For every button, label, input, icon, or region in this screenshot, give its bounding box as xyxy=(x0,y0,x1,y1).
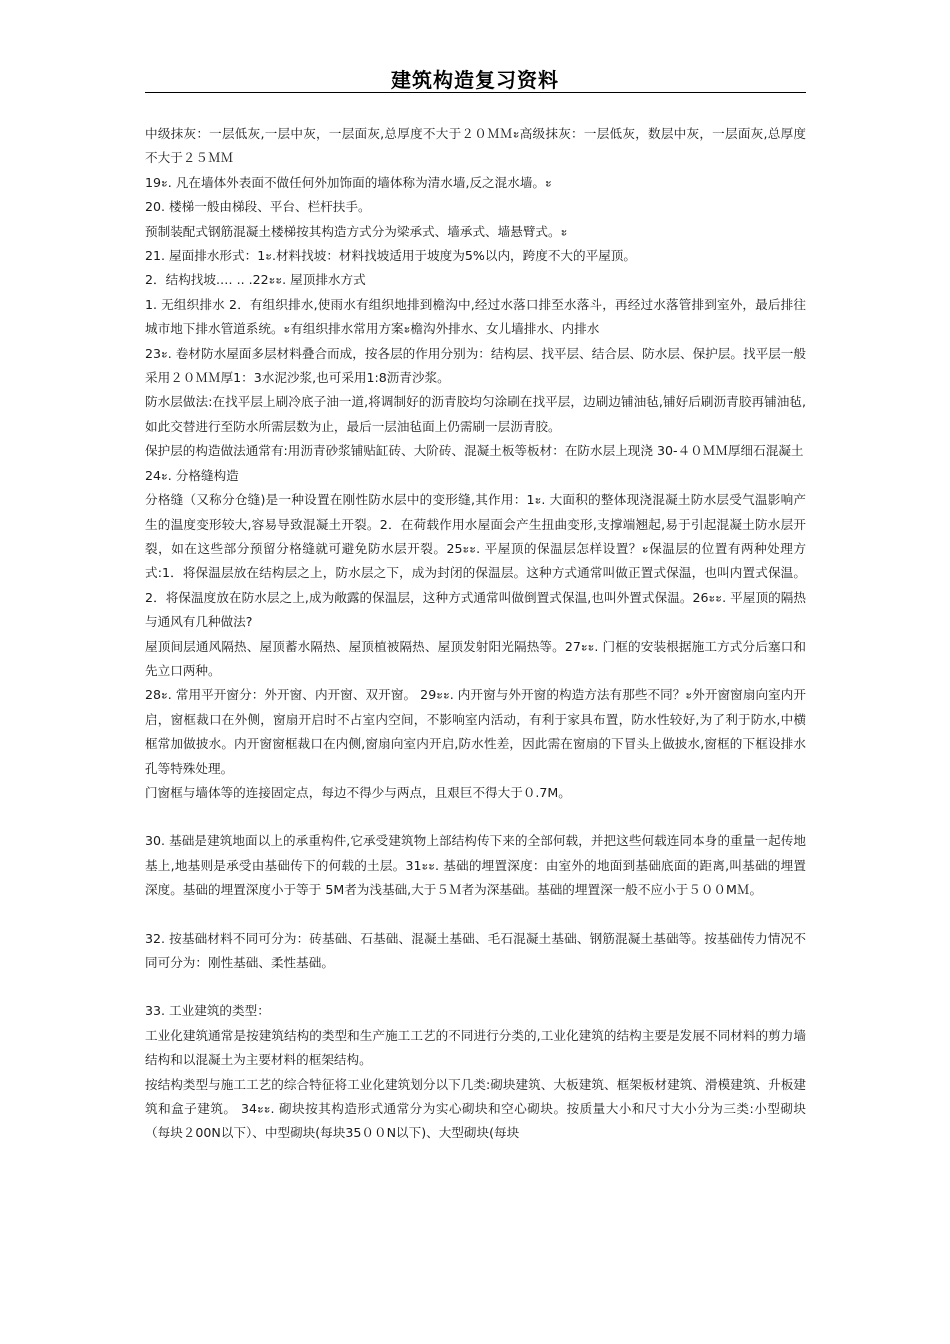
paragraph-21: 21. 屋面排水形式：1ะ.材料找坡：材料找坡适用于坡度为5%以内，跨度不大的平屋顶。 xyxy=(145,248,636,264)
blank-line xyxy=(145,975,806,999)
paragraph-industrial-building: 工业化建筑通常是按建筑结构的类型和生产施工工艺的不同进行分类的,工业化建筑的结构主要是发展不同材料的剪力墙结构和以混凝土为主要材料的框架结构。 xyxy=(145,1027,806,1068)
paragraph-28-29: 28ะ. 常用平开窗分：外开窗、内开窗、双开窗。 29ะะ. 内开窗与外开窗的构造方法有那些不同？ะ外开窗窗扇向室内开启，窗框裁口在外侧，窗扇开启时不占室内空间，不影响室内活动，有利于家具布置，防水性较好,为了利于防水,中横框常加做披水。内开窗窗框裁口在内侧,窗扇向室内开启,防水性差，因此需在窗扇的下冒头上做披水,窗框的下框设排水孔等特殊处理。 xyxy=(145,687,806,776)
paragraph-expansion-joint: 分格缝（又称分仓缝)是一种设置在刚性防水层中的变形缝,其作用：1ะ. 大面积的整体现浇混凝土防水层受气温影响产生的温度变形较大,容易导致混凝土开裂。2．在荷载作用水屋面会产生扭曲变形,支撑端翘起,易于引起混凝土防水层开裂，如在这些部分预留分格缝就可避免防水层开裂。25ะะ. 平屋顶的保温层怎样设置？ะ保温层的位置有两种处理方式:1．将保温层放在结构层之上，防水层之下，成为封闭的保温层。这种方式通常叫做正置式保温，也叫内置式保温。2．将保温度放在防水层之上,成为敞露的保温层，这种方式通常叫做倒置式保温,也叫外置式保温。26ะะ. 平屋顶的隔热与通风有几种做法? xyxy=(145,492,806,630)
paragraph-32: 32. 按基础材料不同可分为：砖基础、石基础、混凝土基础、毛石混凝土基础、钢筋混凝土基础等。按基础传力情况不同可分为：刚性基础、柔性基础。 xyxy=(145,930,806,970)
paragraph-structure-types: 按结构类型与施工工艺的综合特征将工业化建筑划分以下几类:砌块建筑、大板建筑、框架板材建筑、滑模建筑、升板建筑和盒子建筑。 34ะะ. 砌块按其构造形式通常分为实心砌块和空心砌块。按质量大小和尺寸大小分为三类:小型砌块（每块２00N以下）、中型砌块(每块35００N以下)、大型砌块(每块 xyxy=(145,1076,806,1141)
paragraph-protective-layer: 保护层的构造做法通常有:用沥青砂浆铺贴缸砖、大阶砖、混凝土板等板材：在防水层上现浇 30-４０ＭＭ厚细石混凝土 xyxy=(145,443,804,459)
paragraph-23: 23ะ. 卷材防水屋面多层材料叠合而成，按各层的作用分别为：结构层、找平层、结合层、防水层、保护层。找平层一般采用２０ＭＭ厚1：3水泥沙浆,也可采用1:8沥青沙浆。 xyxy=(145,345,806,386)
paragraph-stair-types: 预制装配式钢筋混凝土楼梯按其构造方式分为梁承式、墙承式、墙悬臂式。ะ xyxy=(145,223,568,239)
title-underline xyxy=(145,92,806,93)
paragraph-drainage: 1. 无组织排水 2．有组织排水,使雨水有组织地排到檐沟中,经过水落口排至水落斗，再经过水落管排到室外，最后排往城市地下排水管道系统。ะ有组织排水常用方案ะ檐沟外排水、女儿墙排水、内排水 xyxy=(145,296,806,337)
blank-line xyxy=(145,903,806,927)
paragraph-19: 19ะ. 凡在墙体外表面不做任何外加饰面的墙体称为清水墙,反之混水墙。ะ xyxy=(145,174,552,190)
blank-line xyxy=(145,805,806,829)
paragraph-33: 33. 工业建筑的类型： xyxy=(145,1003,270,1019)
paragraph-waterproof-layer: 防水层做法:在找平层上刷冷底子油一道,将调制好的沥青胶均匀涂刷在找平层，边刷边铺油毡,铺好后刷沥青胶再铺油毡,如此交替进行至防水所需层数为止，最后一层油毡面上仍需刷一层沥青胶。 xyxy=(145,394,806,434)
paragraph-22: 2．结构找坡.… .. .22ะะ. 屋顶排水方式 xyxy=(145,272,366,288)
document-title: 建筑构造复习资料 xyxy=(391,68,559,92)
paragraph-frame-fixing: 门窗框与墙体等的连接固定点，每边不得少与两点，且艰巨不得大于０.7M。 xyxy=(145,784,571,800)
paragraph-24: 24ะ. 分格缝构造 xyxy=(145,467,239,483)
paragraph-20: 20. 楼梯一般由梯段、平台、栏杆扶手。 xyxy=(145,199,371,215)
paragraph-30-31: 30. 基础是建筑地面以上的承重构件,它承受建筑物上部结构传下来的全部何载，并把这些何载连同本身的重量一起传地基上,地基则是承受由基础传下的何载的土层。31ะะ. 基础的埋置深度：由室外的地面到基础底面的距离,叫基础的埋置深度。基础的埋置深度小于等于 5M者为浅基础,大于５Ｍ者为深基础。基础的埋置深一般不应小于５００MＭ。 xyxy=(145,833,806,898)
document-body xyxy=(145,122,806,1146)
paragraph-roof-insulation: 屋顶间层通风隔热、屋顶蓄水隔热、屋顶植被隔热、屋顶发射阳光隔热等。27ะะ. 门框的安装根据施工方式分后塞口和先立口两种。 xyxy=(145,638,806,678)
paragraph-plaster: 中级抹灰：一层低灰,一层中灰，一层面灰,总厚度不大于２０ＭＭะ高级抹灰：一层低灰，数层中灰，一层面灰,总厚度不大于２５ＭＭ xyxy=(145,126,806,166)
